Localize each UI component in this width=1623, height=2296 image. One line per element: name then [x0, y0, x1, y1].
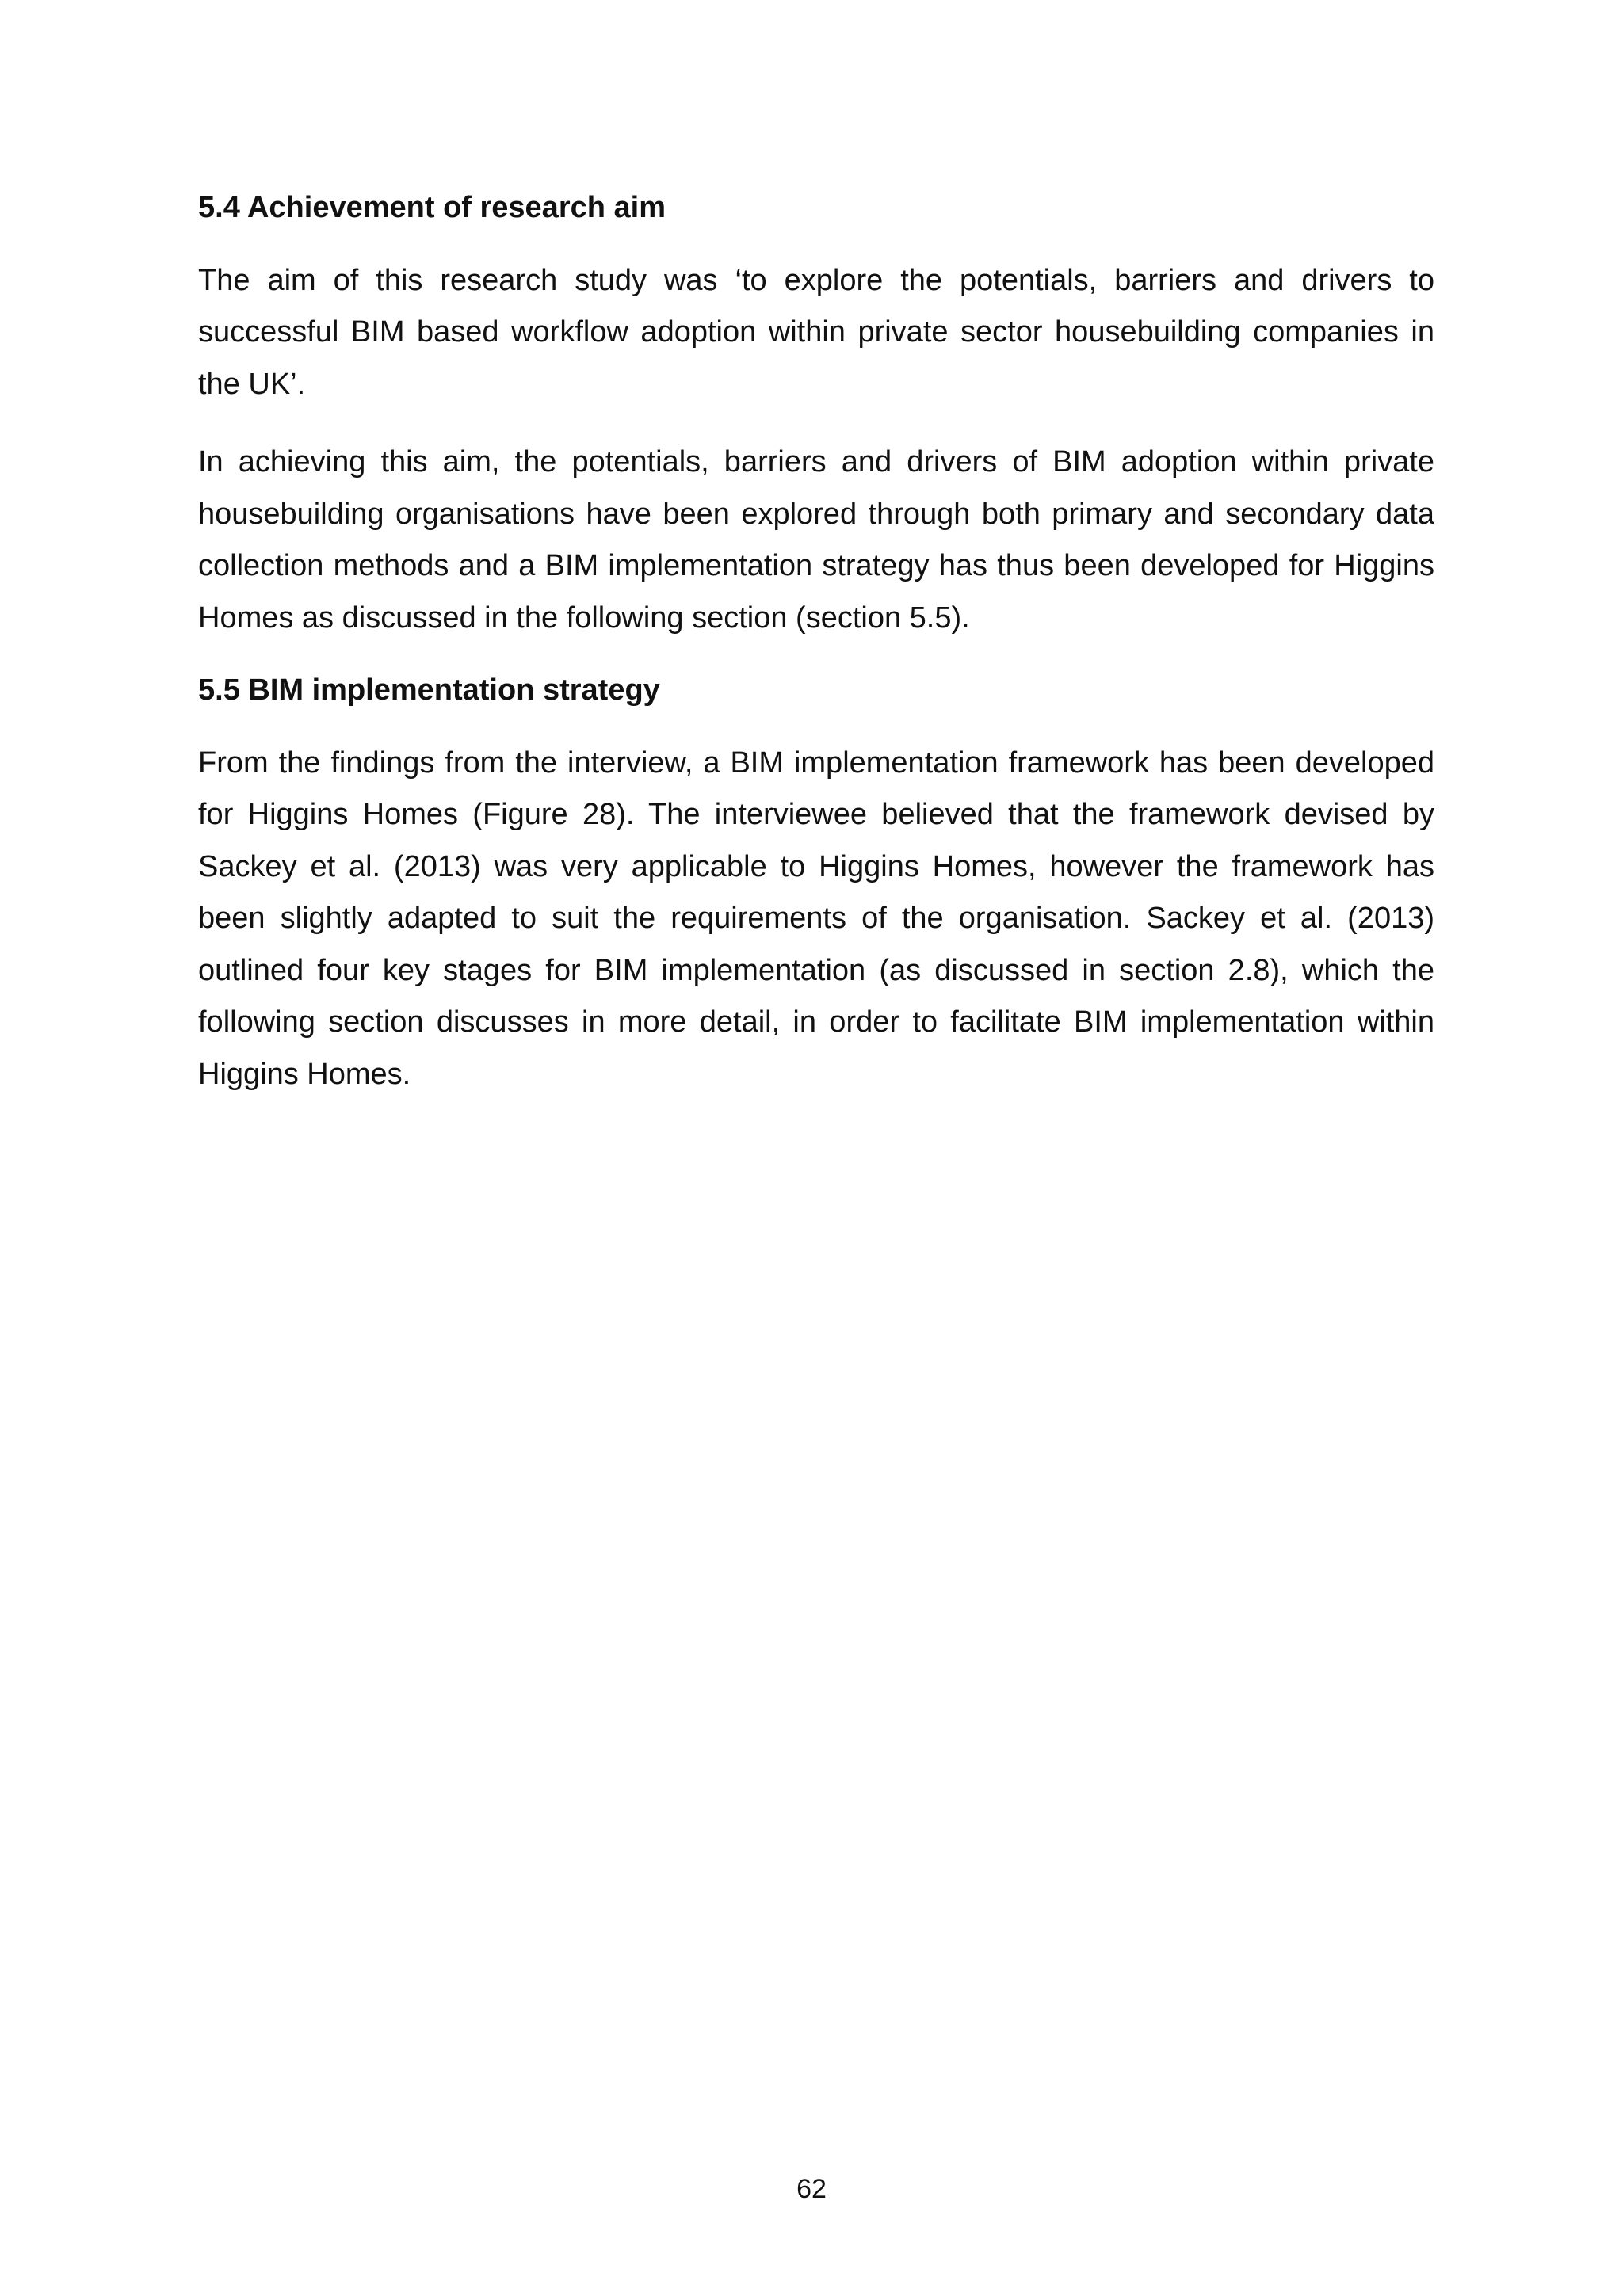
- page-number: 62: [796, 2174, 827, 2204]
- paragraph: In achieving this aim, the potentials, barriers and drivers of BIM adoption within private housebuilding organisations have been explored through both primary and secondary data collection methods and a BIM implementation strategy has thus been developed for Higgins Homes as discussed in the following section (section 5.5).: [198, 445, 1434, 635]
- paragraph: The aim of this research study was ‘to explore the potentials, barriers and drivers to successful BIM based workflow adoption within private sector housebuilding companies in the UK’.: [198, 263, 1434, 401]
- section-heading: 5.5 BIM implementation strategy: [198, 673, 660, 707]
- section-heading: 5.4 Achievement of research aim: [198, 191, 666, 224]
- paragraph: From the findings from the interview, a BIM implementation framework has been developed for Higgins Homes (Figure 28). The interviewee believed that the framework devised by Sackey et al. (2013) was very applicable to Higgins Homes, however the framework has been slightly adapted to suit the requirements of the organisation. Sackey et al. (2013) outlined four key stages for BIM implementation (as discussed in section 2.8), which the following section discusses in more detail, in order to facilitate BIM implementation within Higgins Homes.: [198, 746, 1434, 1091]
- document-body: [198, 190, 1434, 1100]
